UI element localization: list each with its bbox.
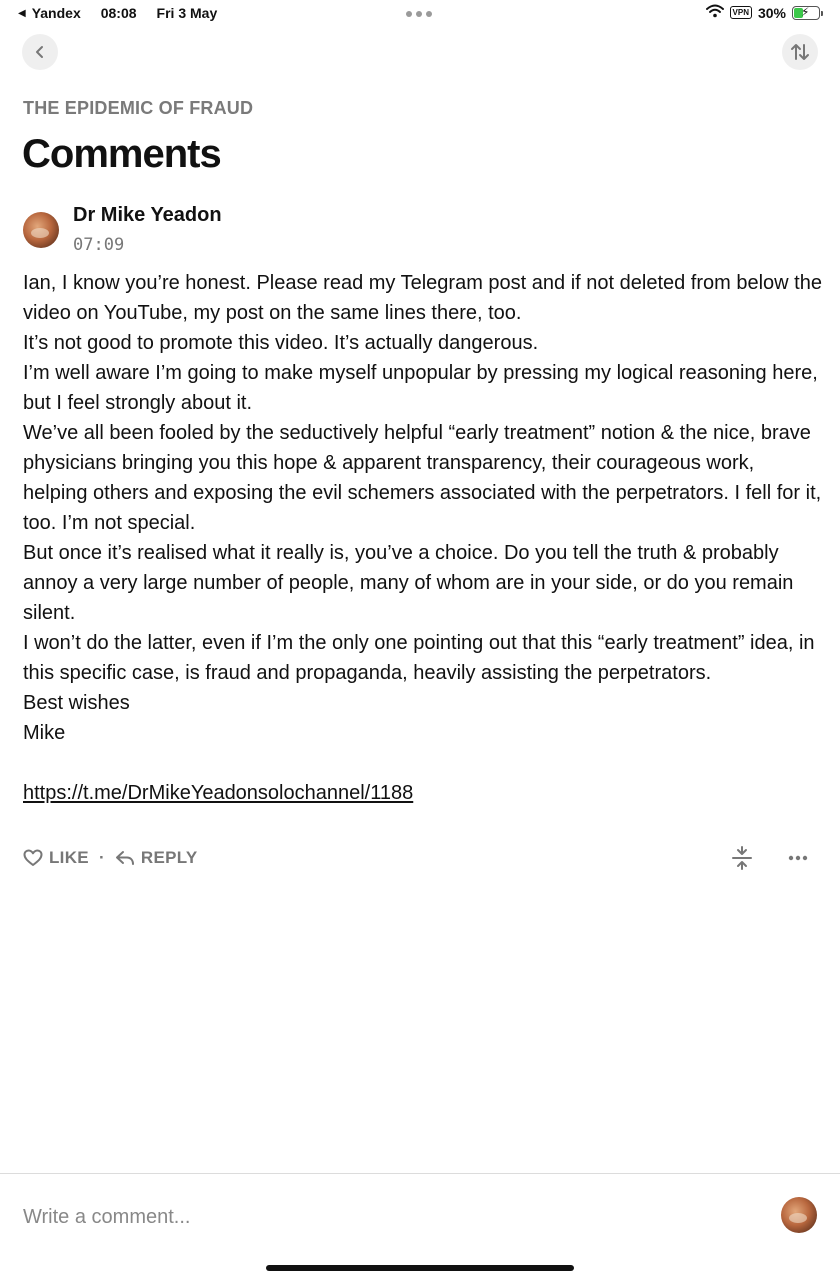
battery-percent: 30% bbox=[757, 4, 786, 21]
multitask-dots-icon[interactable] bbox=[406, 11, 432, 17]
comment-timestamp[interactable]: 07:09 bbox=[73, 235, 125, 255]
comment-body bbox=[23, 268, 823, 808]
comment-actions bbox=[23, 846, 198, 870]
status-left[interactable] bbox=[18, 5, 217, 21]
user-avatar[interactable] bbox=[781, 1197, 817, 1233]
reply-button[interactable] bbox=[115, 848, 198, 868]
back-app-name: Yandex bbox=[31, 5, 81, 21]
post-title-kicker[interactable]: THE EPIDEMIC OF FRAUD bbox=[23, 98, 254, 118]
back-to-app-icon: ◀ bbox=[18, 7, 26, 19]
comment-line: Ian, I know you’re honest. Please read my Telegram post and if not deleted from below the video on YouTube, my post on the same lines there, too. bbox=[23, 272, 822, 324]
like-button[interactable] bbox=[23, 848, 89, 868]
comment-line: Mike bbox=[23, 722, 66, 744]
reply-arrow-icon bbox=[115, 849, 135, 867]
author-avatar[interactable] bbox=[23, 212, 59, 248]
back-button[interactable] bbox=[22, 34, 58, 70]
sort-arrows-icon bbox=[790, 43, 810, 61]
wifi-icon bbox=[706, 4, 724, 21]
comment-line: But once it’s realised what it really is, you’ve a choice. Do you tell the truth & probably annoy a very large number of people, many of whom are in your side, or do you remain silent. bbox=[23, 542, 794, 624]
collapse-icon bbox=[731, 846, 753, 870]
comment-line: I won’t do the latter, even if I’m the only one pointing out that this “early treatment” idea, in this specific case, is fraud and propaganda, heavily assisting the perpetrators. bbox=[23, 632, 815, 684]
heart-icon bbox=[23, 849, 43, 867]
chevron-left-icon bbox=[33, 45, 47, 59]
reply-label: REPLY bbox=[140, 848, 198, 867]
telegram-link[interactable]: https://t.me/DrMikeYeadonsolochannel/1188 bbox=[23, 782, 414, 804]
vpn-badge: VPN bbox=[730, 6, 752, 19]
ellipsis-icon bbox=[788, 855, 808, 861]
comment-line: We’ve all been fooled by the seductively helpful “early treatment” notion & the nice, brave physicians bringing you this hope & apparent transparency, their courageous work, helping others and exposing the evil schemers associated with the perpetrators. I fell for it, too. I’m not special. bbox=[23, 422, 822, 534]
comment-input[interactable] bbox=[23, 1203, 743, 1231]
comment-line: I’m well aware I’m going to make myself unpopular by pressing my logical reasoning here, but I feel strongly about it. bbox=[23, 362, 818, 414]
action-separator: · bbox=[98, 848, 105, 867]
status-date: Fri 3 May bbox=[156, 5, 218, 21]
status-bar bbox=[0, 0, 840, 28]
comment-line: Best wishes bbox=[23, 692, 130, 714]
comment-author[interactable]: Dr Mike Yeadon bbox=[73, 204, 222, 226]
sort-button[interactable] bbox=[782, 34, 818, 70]
page-title: Comments bbox=[22, 132, 221, 176]
comment-line: It’s not good to promote this video. It’s actually dangerous. bbox=[23, 332, 539, 354]
composer-divider bbox=[0, 1173, 840, 1174]
status-right bbox=[706, 4, 820, 21]
home-indicator[interactable] bbox=[266, 1265, 574, 1271]
more-options-button[interactable] bbox=[786, 846, 810, 870]
collapse-thread-button[interactable] bbox=[730, 846, 754, 870]
battery-icon: ⚡ bbox=[792, 6, 820, 20]
status-time: 08:08 bbox=[100, 5, 137, 21]
like-label: LIKE bbox=[49, 848, 89, 867]
